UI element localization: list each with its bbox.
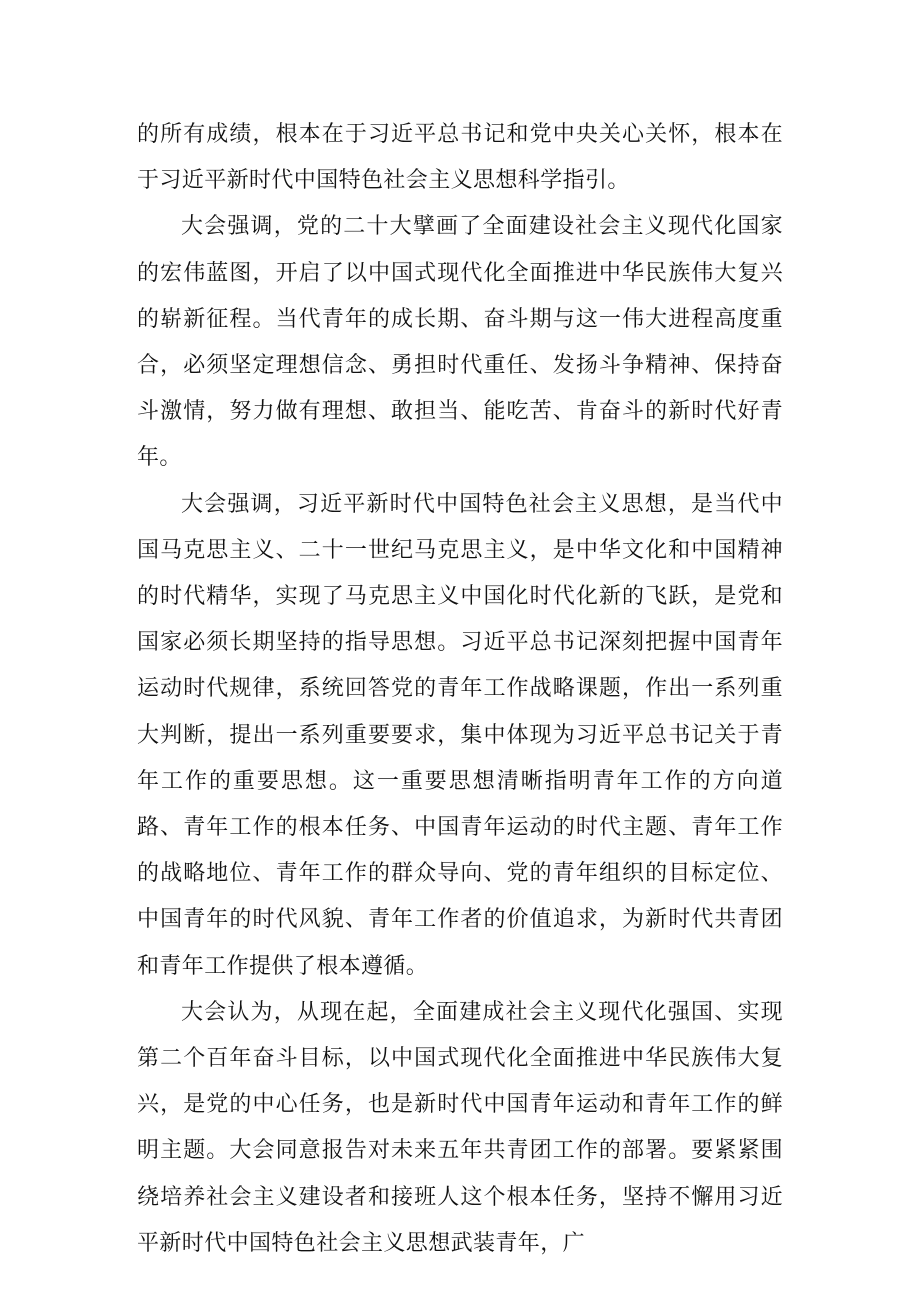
document-page (137, 112, 783, 1267)
paragraph-3: 大会强调，习近平新时代中国特色社会主义思想，是当代中国马克思主义、二十一世纪马克思主义，是中华文化和中国精神的时代精华，实现了马克思主义中国化时代化新的飞跃，是党和国家必须长期坚持的指导思想。习近平总书记深刻把握中国青年运动时代规律，系统回答党的青年工作战略课题，作出一系列重大判断，提出一系列重要要求，集中体现为习近平总书记关于青年工作的重要思想。这一重要思想清晰指明青年工作的方向道路、青年工作的根本任务、中国青年运动的时代主题、青年工作的战略地位、青年工作的群众导向、党的青年组织的目标定位、中国青年的时代风貌、青年工作者的价值追求，为新时代共青团和青年工作提供了根本遵循。 (137, 491, 783, 979)
paragraph-1: 的所有成绩，根本在于习近平总书记和党中央关心关怀，根本在于习近平新时代中国特色社会主义思想科学指引。 (137, 122, 783, 194)
paragraph-2: 大会强调，党的二十大擘画了全面建设社会主义现代化国家的宏伟蓝图，开启了以中国式现代化全面推进中华民族伟大复兴的崭新征程。当代青年的成长期、奋斗期与这一伟大进程高度重合，必须坚定理想信念、勇担时代重任、发扬斗争精神、保持奋斗激情，努力做有理想、敢担当、能吃苦、肯奋斗的新时代好青年。 (137, 214, 783, 471)
paragraph-4: 大会认为，从现在起，全面建成社会主义现代化强国、实现第二个百年奋斗目标，以中国式现代化全面推进中华民族伟大复兴，是党的中心任务，也是新时代中国青年运动和青年工作的鲜明主题。大会同意报告对未来五年共青团工作的部署。要紧紧围绕培养社会主义建设者和接班人这个根本任务，坚持不懈用习近平新时代中国特色社会主义思想武装青年，广 (137, 999, 783, 1256)
